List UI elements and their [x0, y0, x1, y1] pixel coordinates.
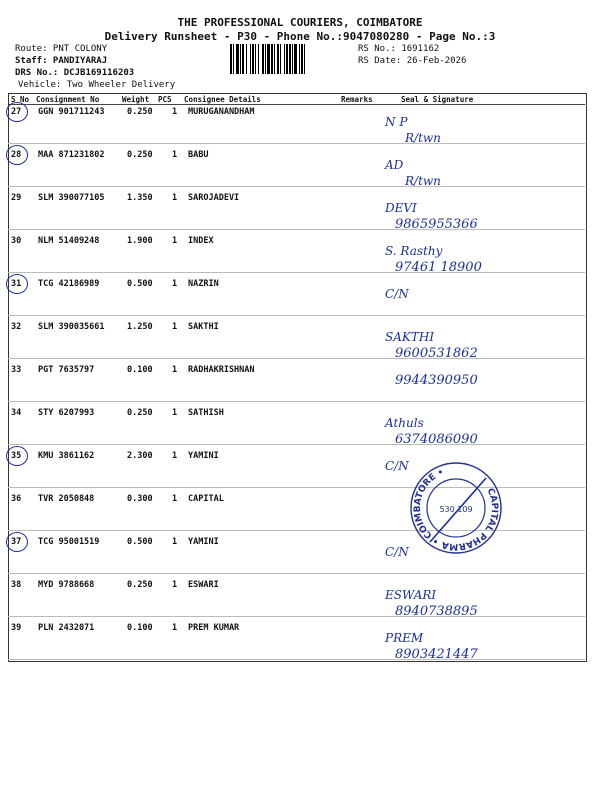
row-pcs: 1	[172, 279, 178, 289]
stamp-outer-text: CAPITAL PHARMA • COIMBATORE •	[412, 467, 500, 552]
row-consignment-no: TVR 2050848	[38, 494, 95, 504]
row-weight: 0.100	[127, 623, 153, 633]
row-consignment-no: SLM 390077105	[38, 193, 105, 203]
barcode	[230, 44, 356, 74]
barcode-bar	[255, 44, 256, 74]
stamp-center-text: 530 109	[439, 505, 473, 514]
barcode-bar	[289, 44, 291, 74]
row-signature-text: 9944390950	[395, 373, 478, 388]
row-sno: 33	[11, 365, 22, 375]
row-consignment-no: TCG 42186989	[38, 279, 100, 289]
row-circle-mark	[6, 102, 28, 122]
row-weight: 0.250	[127, 408, 153, 418]
row-consignee: SAKTHI	[188, 322, 219, 332]
barcode-bar	[246, 44, 247, 74]
row-weight: 1.350	[127, 193, 153, 203]
barcode-bar	[242, 44, 244, 74]
barcode-bar	[258, 44, 259, 74]
row-separator	[8, 143, 585, 144]
row-signature-text: SAKTHI	[385, 330, 435, 344]
barcode-bar	[304, 44, 305, 74]
row-separator	[8, 186, 585, 187]
barcode-bar	[286, 44, 288, 74]
barcode-bar	[271, 44, 273, 74]
row-sno: 30	[11, 236, 22, 246]
row-consignee: ESWARI	[188, 580, 219, 590]
row-signature-text: C/N	[385, 545, 409, 559]
drs-label: DRS No.: DCJB169116203	[15, 68, 135, 78]
row-signature-text: 9865955366	[395, 217, 478, 232]
col-consignee: Consignee Details	[184, 95, 261, 104]
row-consignee: NAZRIN	[188, 279, 219, 289]
row-weight: 0.500	[127, 279, 153, 289]
row-sno: 31	[11, 279, 22, 289]
barcode-bar	[301, 44, 303, 74]
row-sno: 39	[11, 623, 22, 633]
vehicle-label: Vehicle: Two Wheeler Delivery	[18, 80, 176, 90]
row-signature-text: ESWARI	[385, 588, 437, 602]
col-sno: S No	[11, 95, 30, 104]
row-weight: 0.300	[127, 494, 153, 504]
row-consignment-no: STY 6207993	[38, 408, 95, 418]
company-name: THE PROFESSIONAL COURIERS, COIMBATORE	[177, 16, 423, 29]
row-sno: 34	[11, 408, 22, 418]
barcode-bar	[252, 44, 254, 74]
rs-date: RS Date: 26-Feb-2026	[358, 56, 467, 66]
barcode-bar	[262, 44, 264, 74]
row-separator	[8, 229, 585, 230]
row-pcs: 1	[172, 236, 178, 246]
barcode-bar	[267, 44, 270, 74]
row-weight: 0.250	[127, 150, 153, 160]
row-pcs: 1	[172, 365, 178, 375]
runsheet-title: Delivery Runsheet - P30 - Phone No.:9047080280 - Page No.:3	[104, 30, 496, 43]
barcode-bar	[230, 44, 232, 74]
barcode-bar	[299, 44, 300, 74]
col-pcs: PCS	[158, 95, 172, 104]
row-consignee: MURUGANANDHAM	[188, 107, 255, 117]
row-separator	[8, 573, 585, 574]
row-sno: 28	[11, 150, 22, 160]
row-sno: 27	[11, 107, 22, 117]
row-circle-mark	[6, 446, 28, 466]
row-circle-mark	[6, 145, 28, 165]
row-consignment-no: KMU 3861162	[38, 451, 95, 461]
row-consignment-no: TCG 95001519	[38, 537, 100, 547]
row-consignee: SATHISH	[188, 408, 224, 418]
row-consignment-no: MAA 871231802	[38, 150, 105, 160]
barcode-bar	[292, 44, 293, 74]
row-pcs: 1	[172, 107, 178, 117]
row-consignee: INDEX	[188, 236, 214, 246]
row-consignment-no: GGN 901711243	[38, 107, 105, 117]
route-label: Route: PNT COLONY	[15, 44, 108, 54]
row-consignee: YAMINI	[188, 537, 219, 547]
row-signature-text: DEVI	[385, 201, 417, 215]
row-signature-text: 6374086090	[395, 432, 478, 447]
row-sno: 29	[11, 193, 22, 203]
row-signature-text: 8903421447	[395, 647, 478, 662]
row-weight: 1.250	[127, 322, 153, 332]
row-separator	[8, 659, 585, 660]
row-signature-text: 8940738895	[395, 604, 478, 619]
col-weight: Weight	[122, 95, 150, 104]
barcode-bar	[280, 44, 281, 74]
row-pcs: 1	[172, 537, 178, 547]
header-rule	[8, 104, 585, 105]
row-weight: 0.250	[127, 107, 153, 117]
barcode-bar	[265, 44, 266, 74]
col-consignment: Consignment No	[36, 95, 100, 104]
row-consignee: CAPITAL	[188, 494, 224, 504]
row-pcs: 1	[172, 150, 178, 160]
barcode-bar	[236, 44, 239, 74]
row-consignment-no: SLM 390035661	[38, 322, 105, 332]
row-separator	[8, 272, 585, 273]
row-consignee: YAMINI	[188, 451, 219, 461]
row-separator	[8, 315, 585, 316]
row-separator	[8, 616, 585, 617]
barcode-bar	[250, 44, 251, 74]
row-sno: 35	[11, 451, 22, 461]
capital-pharma-stamp	[408, 460, 504, 556]
row-weight: 0.500	[127, 537, 153, 547]
barcode-bar	[233, 44, 234, 74]
col-seal-signature: Seal & Signature	[401, 95, 474, 104]
row-weight: 1.900	[127, 236, 153, 246]
barcode-bar	[274, 44, 275, 74]
row-signature-text: S. Rasthy	[385, 244, 443, 258]
row-pcs: 1	[172, 322, 178, 332]
row-weight: 2.300	[127, 451, 153, 461]
row-signature-text: 9600531862	[395, 346, 478, 361]
row-separator	[8, 401, 585, 402]
row-pcs: 1	[172, 193, 178, 203]
row-separator	[8, 444, 585, 445]
barcode-bar	[277, 44, 279, 74]
row-consignee: RADHAKRISHNAN	[188, 365, 255, 375]
row-pcs: 1	[172, 580, 178, 590]
rs-number: RS No.: 1691162	[358, 44, 440, 54]
barcode-bar	[294, 44, 297, 74]
staff-label: Staff: PANDIYARAJ	[15, 56, 108, 66]
row-sno: 37	[11, 537, 22, 547]
row-pcs: 1	[172, 623, 178, 633]
row-sno: 36	[11, 494, 22, 504]
row-circle-mark	[6, 274, 28, 294]
runsheet-table	[8, 93, 587, 662]
row-sno: 38	[11, 580, 22, 590]
row-signature-text: AD	[385, 158, 404, 172]
row-weight: 0.250	[127, 580, 153, 590]
row-sno: 32	[11, 322, 22, 332]
col-remarks: Remarks	[341, 95, 373, 104]
row-signature-text: Athuls	[385, 416, 424, 430]
row-signature-text: N P	[385, 115, 408, 129]
row-pcs: 1	[172, 494, 178, 504]
row-consignee: BABU	[188, 150, 209, 160]
barcode-bar	[284, 44, 285, 74]
row-pcs: 1	[172, 451, 178, 461]
row-signature-text: C/N	[385, 459, 409, 473]
row-separator	[8, 358, 585, 359]
row-consignment-no: PGT 7635797	[38, 365, 95, 375]
row-consignee: SAROJADEVI	[188, 193, 240, 203]
row-signature-text: R/twn	[405, 174, 441, 188]
row-circle-mark	[6, 532, 28, 552]
row-consignee: PREM KUMAR	[188, 623, 240, 633]
barcode-bar	[240, 44, 241, 74]
row-signature-text: PREM	[385, 631, 424, 645]
row-pcs: 1	[172, 408, 178, 418]
row-consignment-no: PLN 2432071	[38, 623, 95, 633]
row-consignment-no: NLM 51409248	[38, 236, 100, 246]
row-signature-text: C/N	[385, 287, 409, 301]
row-weight: 0.100	[127, 365, 153, 375]
row-consignment-no: MYD 9788668	[38, 580, 95, 590]
row-signature-text: R/twn	[405, 131, 441, 145]
row-signature-text: 97461 18900	[395, 260, 482, 275]
